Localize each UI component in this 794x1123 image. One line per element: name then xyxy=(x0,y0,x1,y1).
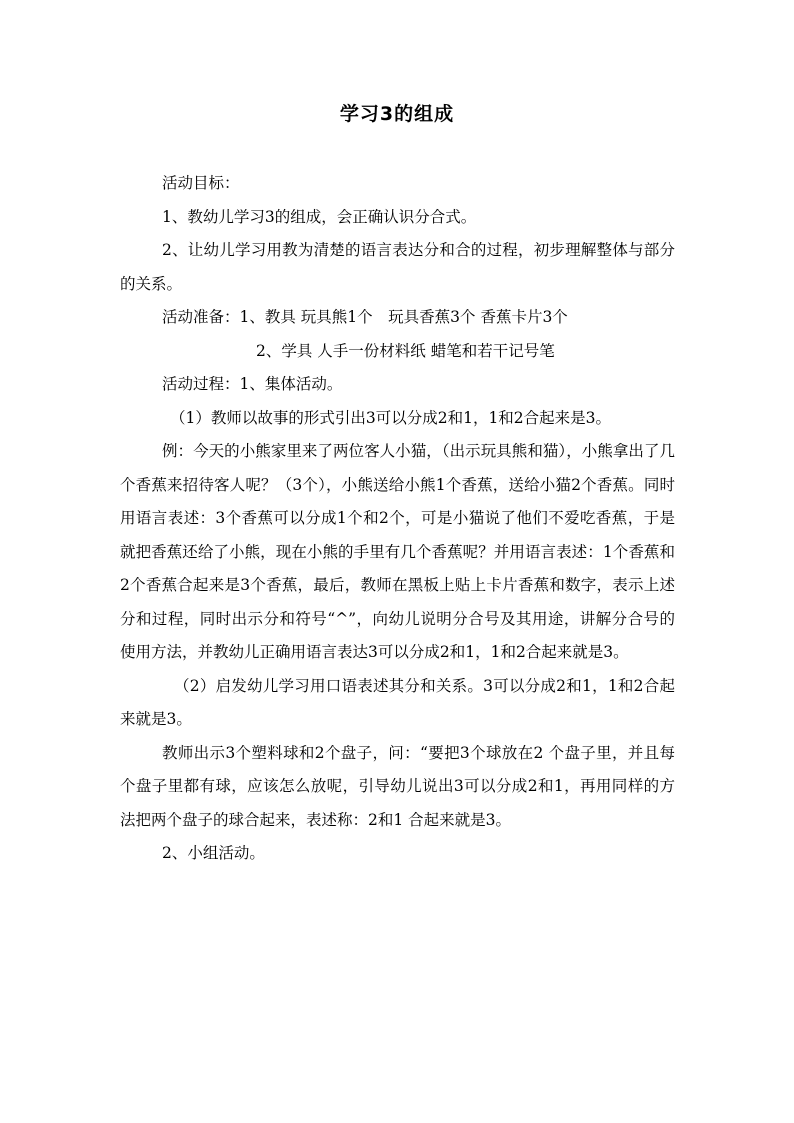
preparation-item-1: 活动准备：1、教具 玩具熊1个 玩具香蕉3个 香蕉卡片3个 xyxy=(162,308,568,326)
process-step-2: （2）启发幼儿学习用口语表述其分和关系。3可以分成2和1，1和2合起来就是3。 xyxy=(120,676,675,728)
process-step-1: （1）教师以故事的形式引出3可以分成2和1，1和2合起来是3。 xyxy=(170,408,612,427)
goal-heading: 活动目标： xyxy=(162,174,240,192)
preparation-item-2: 2、学具 人手一份材料纸 蜡笔和若干记号笔 xyxy=(256,341,555,360)
group-activity-heading: 2、小组活动。 xyxy=(162,844,265,862)
goal-item-1: 1、教幼儿学习3的组成，会正确认识分合式。 xyxy=(162,207,477,226)
document-title: 学习3的组成 xyxy=(339,103,455,125)
document-body xyxy=(120,167,675,871)
story-example: 例：今天的小熊家里来了两位客人小猫，（出示玩具熊和猫），小熊拿出了几个香蕉来招待客人呢？（3个），小熊送给小熊1个香蕉，送给小猫2个香蕉。同时用语言表述：3个香蕉可以分成1个和2个，可是小猫说了他们不爱吃香蕉，于是就把香蕉还给了小熊，现在小熊的手里有几个香蕉呢？并用语言表述：1个香蕉和2个香蕉合起来是3个香蕉，最后，教师在黑板上贴上卡片香蕉和数字，表示上述分和过程，同时出示分和符号“^”，向幼儿说明分合号及其用途，讲解分合号的使用方法，并教幼儿正确用语言表达3可以分成2和1，1和2合起来就是3。 xyxy=(120,442,675,661)
goal-item-2: 2、让幼儿学习用教为清楚的语言表达分和合的过程，初步理解整体与部分的关系。 xyxy=(120,241,675,293)
process-heading: 活动过程：1、集体活动。 xyxy=(162,375,343,393)
teacher-demonstration: 教师出示3个塑料球和2个盘子，问：“要把3个球放在2 个盘子里，并且每个盘子里都有球，应该怎么放呢，引导幼儿说出3可以分成2和1，再用同样的方法把两个盘子的球合起来，表述称：2和1 合起来就是3。 xyxy=(120,743,675,829)
